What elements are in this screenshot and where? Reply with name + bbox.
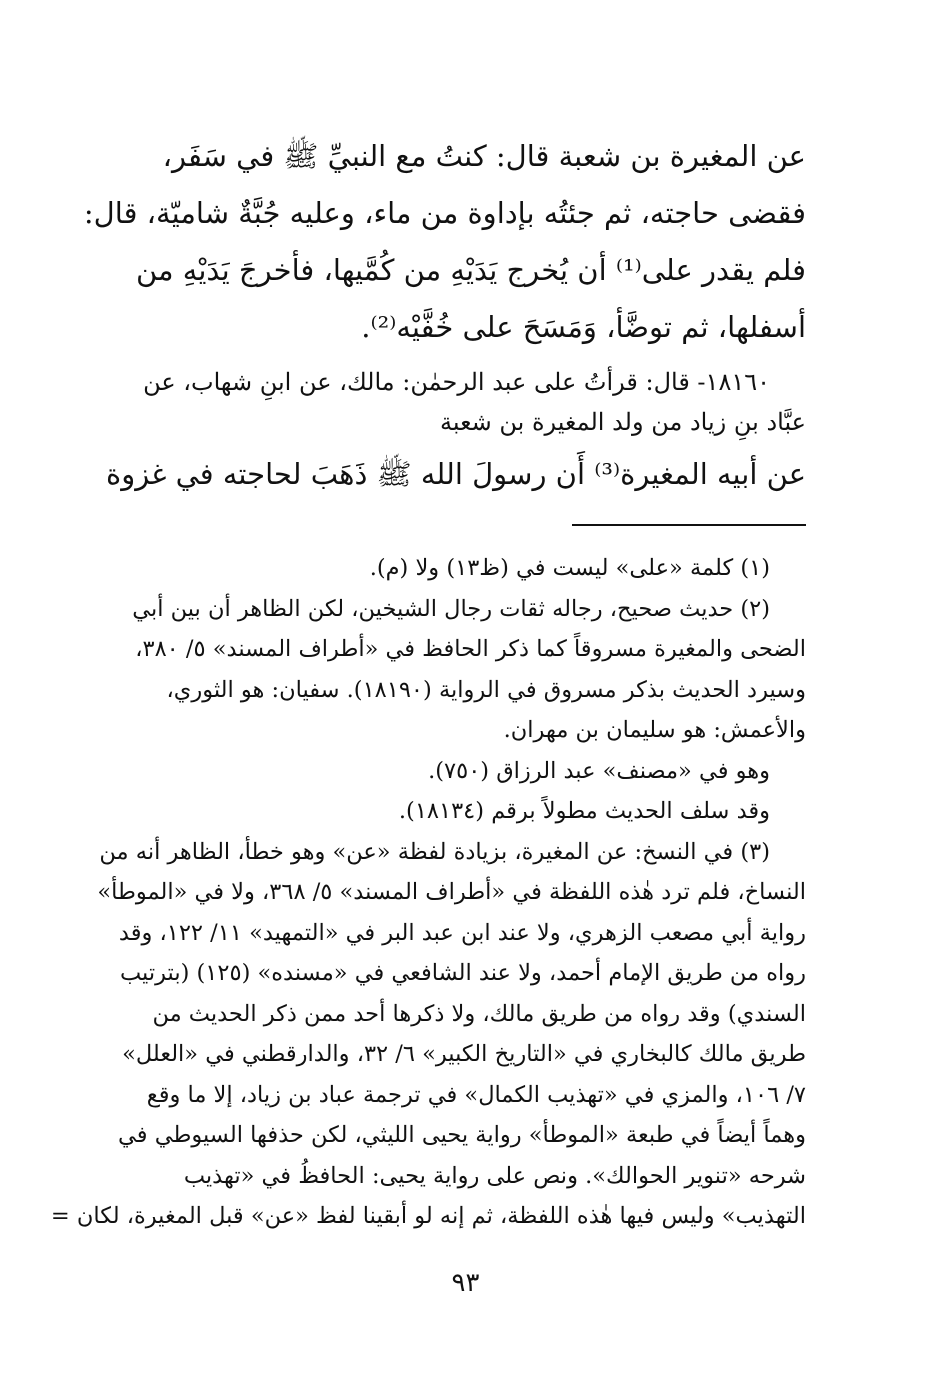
footnote-line: (٢) حديث صحيح، رجاله ثقات رجال الشيخين، لكن الظاهر أن بين أبي bbox=[132, 595, 770, 622]
footnote-3 bbox=[50, 832, 806, 1237]
footnote-line: شرحه «تنوير الحوالك». ونص على رواية يحيى: الحافظُ في «تهذيب bbox=[183, 1162, 806, 1189]
footnote-line: وسيرد الحديث بذكر مسروق في الرواية (١٨١٩٠). سفيان: هو الثوري، bbox=[166, 676, 806, 703]
footnote-2 bbox=[128, 589, 806, 832]
chain-line: عبَّاد بنِ زياد من ولد المغيرة بن شعبة bbox=[439, 408, 806, 436]
text-line: فلم يقدر على⁽¹⁾ أن يُخرج يَدَيْهِ من كُمَّيها، فأخرجَ يَدَيْهِ من bbox=[135, 253, 806, 287]
footnote-line: والأعمش: هو سليمان بن مهران. bbox=[503, 717, 806, 743]
footnote-line: وقد سلف الحديث مطولاً برقم (١٨١٣٤). bbox=[398, 798, 770, 824]
text-line: عن أبيه المغيرة⁽³⁾ أَن رسولَ الله ﷺ ذَهَبَ لحاجته في غزوة bbox=[106, 457, 806, 491]
footnote-line: (١) كلمة «على» ليست في (ظ١٣) ولا (م). bbox=[369, 555, 770, 581]
text-line: فقضى حاجته، ثم جئتُه بإداوة من ماء، وعليه جُبَّةٌ شاميّة، قال: bbox=[83, 196, 806, 230]
footnote-separator bbox=[572, 524, 806, 526]
footnote-line: السندي) وقد رواه من طريق مالك، ولا ذكرها أحد ممن ذكر الحديث من bbox=[152, 1000, 806, 1027]
footnote-line: النساخ، فلم ترد هٰذه اللفظة في «أطراف المسند» ٥/ ٣٦٨، ولا في «الموطأ» bbox=[97, 879, 806, 905]
footnote-line: وهو في «مصنف» عبد الرزاق (٧٥٠). bbox=[428, 757, 770, 784]
footnote-line: التهذيب» وليس فيها هٰذه اللفظة، ثم إنه لو أبقينا لفظ «عن» قبل المغيرة، لكان = bbox=[50, 1203, 806, 1229]
footnote-line: الضحى والمغيرة مسروقاً كما ذكر الحافظ في «أطراف المسند» ٥/ ٣٨٠، bbox=[135, 636, 806, 662]
hadith-paragraph-1 bbox=[83, 128, 806, 356]
footnote-line: ٧/ ١٠٦، والمزي في «تهذيب الكمال» في ترجمة عباد بن زياد، إلا ما وقع bbox=[146, 1081, 806, 1108]
footnotes-block bbox=[50, 548, 806, 1237]
footnote-1 bbox=[128, 548, 806, 589]
footnote-line: طريق مالك كالبخاري في «التاريخ الكبير» ٦/ ٣٢، والدارقطني في «العلل» bbox=[122, 1041, 806, 1067]
footnote-line: رواه من طريق الإمام أحمد، ولا عند الشافعي في «مسنده» (١٢٥) (بترتيب bbox=[119, 960, 806, 986]
chain-line: ١٨١٦٠- قال: قرأتُ على عبد الرحمٰن: مالك، عن ابنِ شهاب، عن bbox=[143, 368, 770, 396]
main-text-block bbox=[83, 128, 806, 503]
hadith-chain-of-narration bbox=[128, 362, 806, 442]
footnote-line: (٣) في النسخ: عن المغيرة، بزيادة لفظة «عن» وهو خطأ، الظاهر أنه من bbox=[99, 838, 770, 865]
footnote-line: وهماً أيضاً في طبعة «الموطأ» رواية يحيى الليثي، لكن حذفها السيوطي في bbox=[118, 1122, 806, 1148]
text-line: عن المغيرة بن شعبة قال: كنتُ مع النبيِّ ﷺ في سَفَر، bbox=[162, 139, 806, 173]
page-number: ٩٣ bbox=[451, 1268, 480, 1298]
hadith-paragraph-2 bbox=[106, 446, 806, 503]
footnote-line: رواية أبي مصعب الزهري، ولا عند ابن عبد البر في «التمهيد» ١١/ ١٢٢، وقد bbox=[118, 919, 806, 946]
text-line: أسفلها، ثم توضَّأ، وَمَسَحَ على خُفَّيْه⁽²⁾. bbox=[361, 310, 806, 344]
